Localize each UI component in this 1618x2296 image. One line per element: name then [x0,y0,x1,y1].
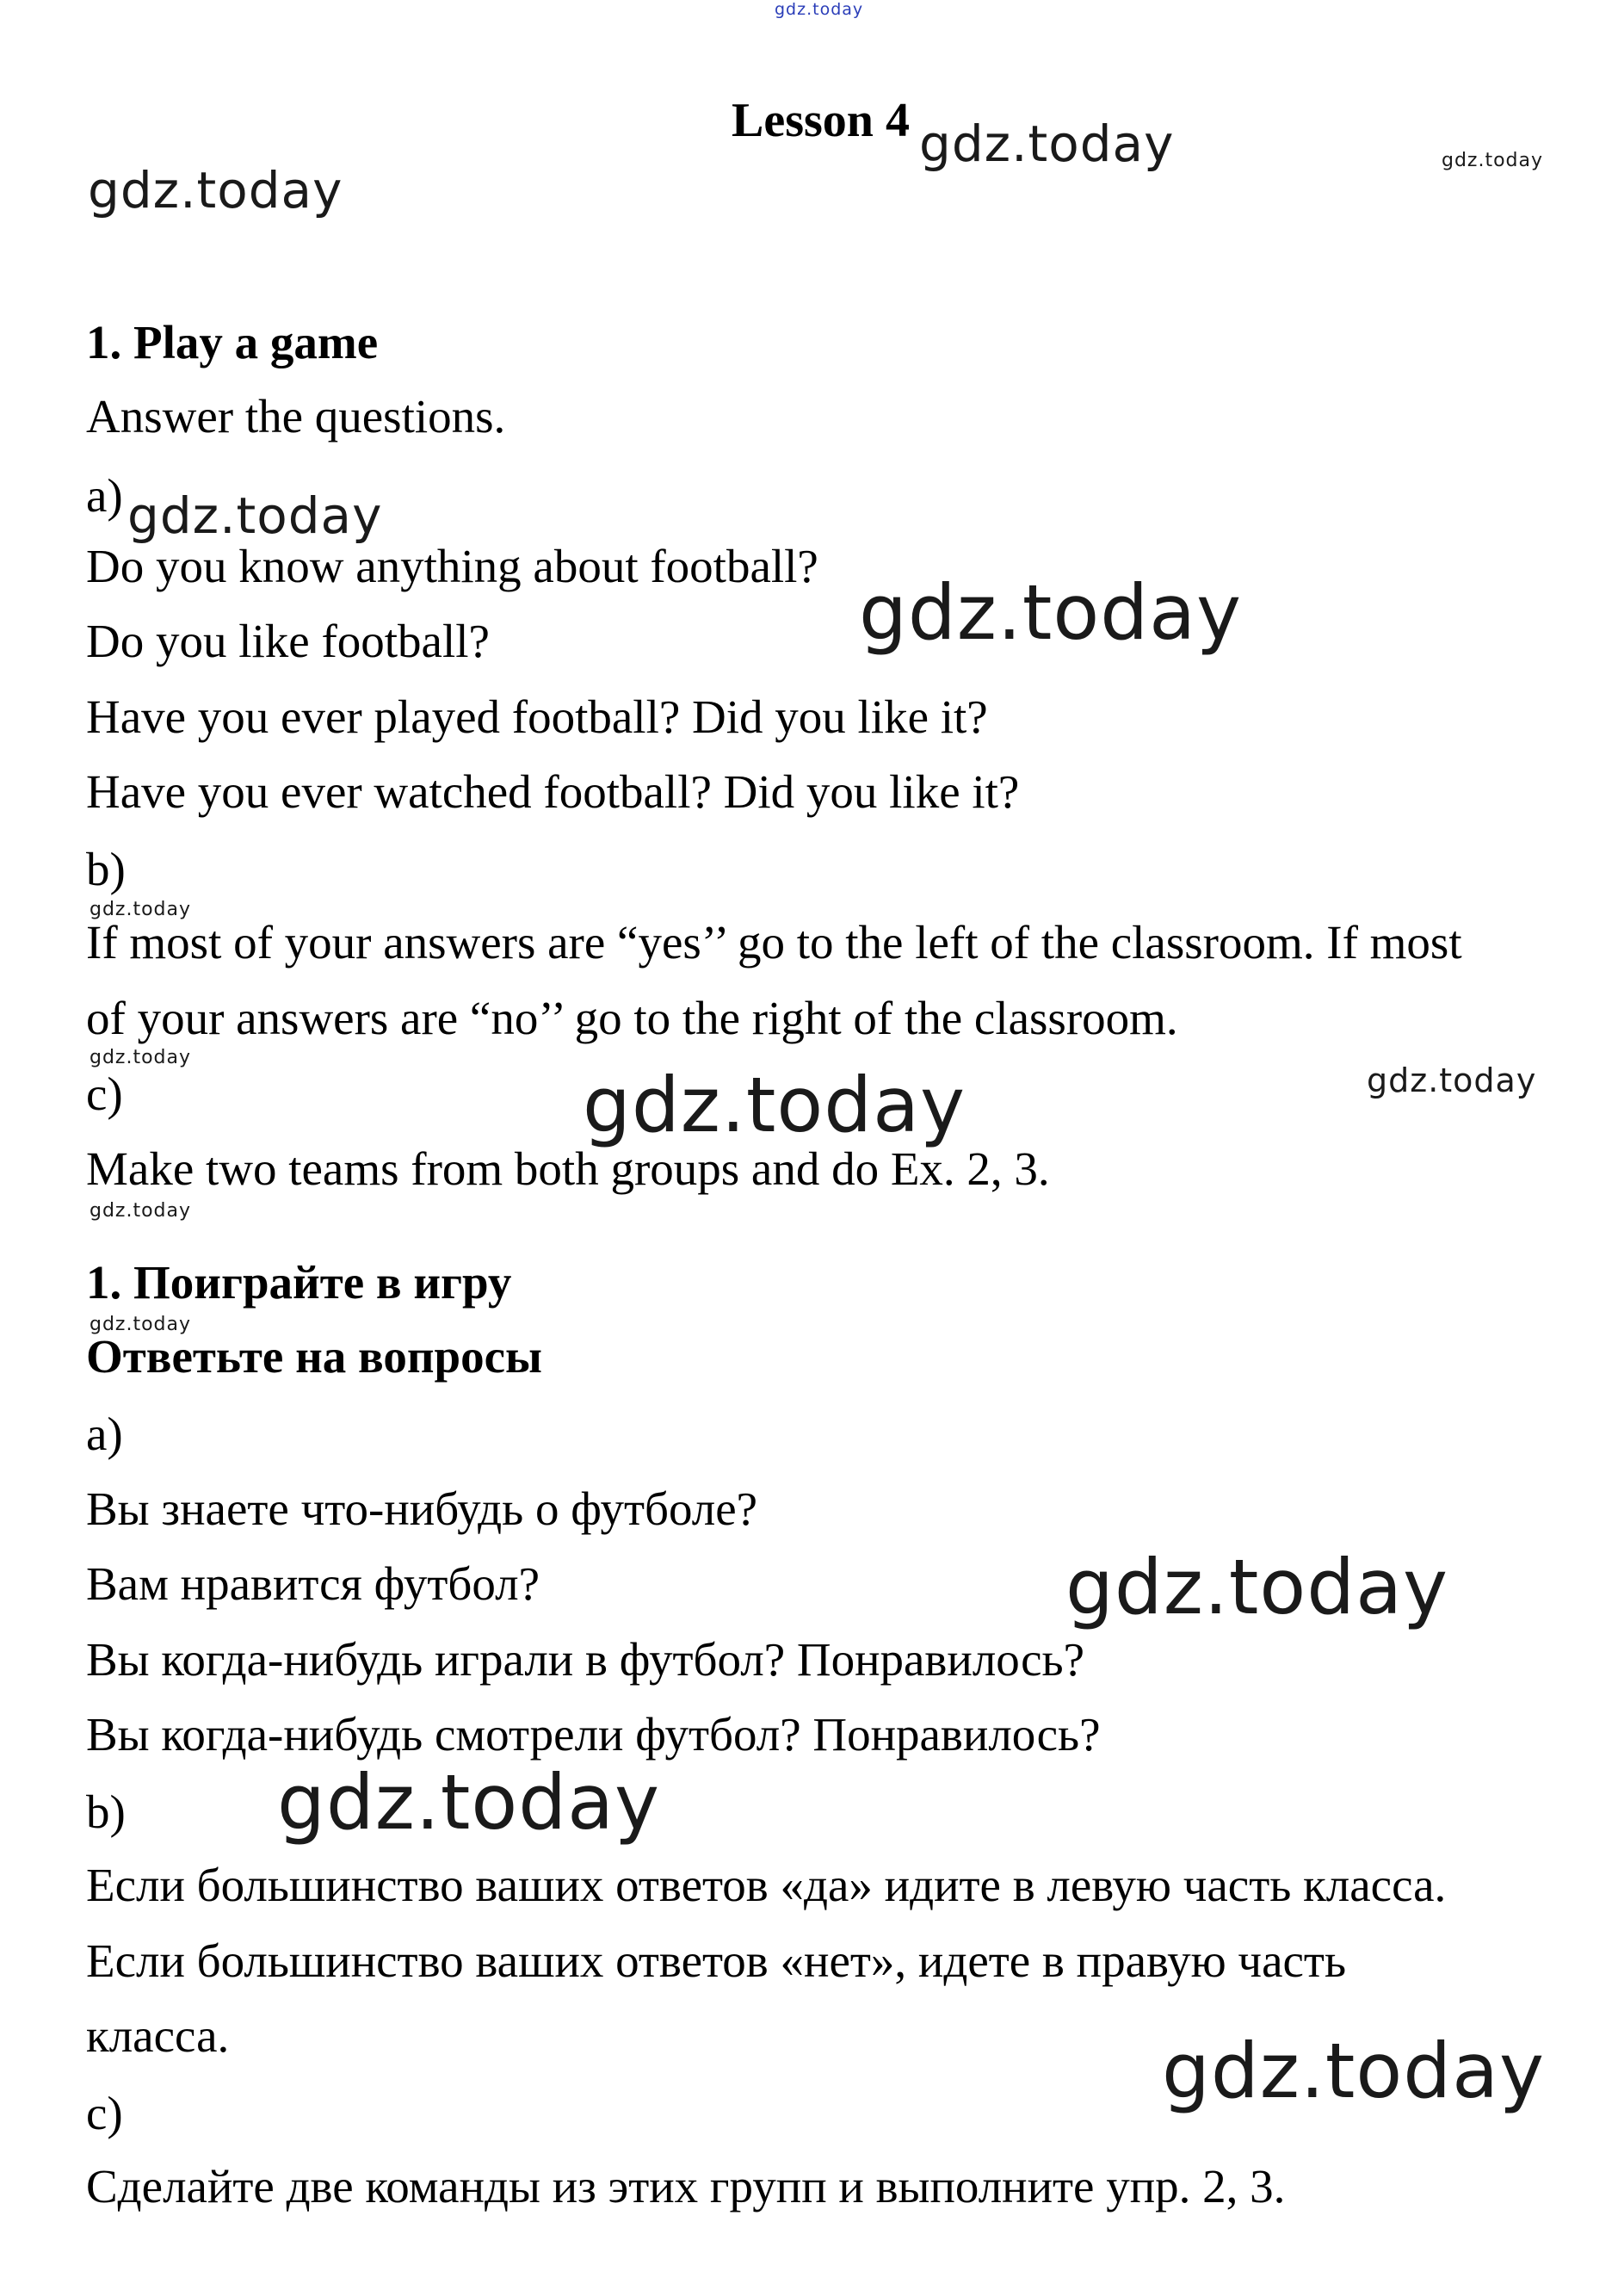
watermark: gdz.today [1442,150,1544,171]
question: Have you ever watched football? Did you like it? [86,765,1020,818]
part-label-b: b) [86,843,126,895]
watermark: gdz.today [127,486,383,545]
exercise-heading-translation: 1. Поиграйте в игру [86,1256,512,1309]
watermark: gdz.today [277,1758,661,1847]
question-translation: Вы когда-нибудь играли в футбол? Понравилось? [86,1633,1085,1686]
instruction-line-translation: Сделайте две команды из этих групп и выполните упр. 2, 3. [86,2160,1286,2212]
instruction-line-translation: класса. [86,2009,230,2062]
part-label-c: c) [86,1068,123,1120]
instruction-line-translation: Если большинство ваших ответов «нет», идете в правую часть [86,1934,1347,1987]
instruction-line: Make two teams from both groups and do Ex. 2, 3. [86,1142,1050,1195]
watermark: gdz.today [90,1047,192,1068]
page-title: Lesson 4 [732,94,910,147]
watermark: gdz.today [1065,1543,1449,1631]
watermark: gdz.today [90,1314,192,1335]
exercise-instruction-translation: Ответьте на вопросы [86,1330,542,1383]
instruction-line: If most of your answers are “yes’’ go to the left of the classroom. If most [86,916,1462,969]
exercise-heading: 1. Play a game [86,316,379,368]
question-translation: Вы когда-нибудь смотрели футбол? Понравилось? [86,1708,1101,1761]
part-label-b: b) [86,1785,126,1838]
instruction-line-translation: Если большинство ваших ответов «да» идите в левую часть класса. [86,1859,1447,1911]
question-translation: Вам нравится футбол? [86,1557,540,1610]
watermark: gdz.today [919,114,1175,173]
watermark-top: gdz.today [775,0,864,19]
watermark: gdz.today [90,899,192,920]
watermark: gdz.today [1367,1061,1537,1099]
watermark: gdz.today [90,1200,192,1222]
watermark: gdz.today [88,161,343,220]
question: Do you like football? [86,615,490,667]
part-label-a: a) [86,1408,123,1460]
watermark: gdz.today [1162,2027,1546,2115]
part-label-c: c) [86,2087,123,2139]
question: Have you ever played football? Did you like it? [86,690,988,743]
question-translation: Вы знаете что-нибудь о футболе? [86,1482,758,1535]
exercise-instruction: Answer the questions. [86,390,506,442]
part-label-a: a) [86,469,123,522]
watermark: gdz.today [583,1061,966,1149]
question: Do you know anything about football? [86,540,818,592]
watermark: gdz.today [859,568,1243,657]
instruction-line: of your answers are “no’’ go to the right of the classroom. [86,992,1178,1044]
